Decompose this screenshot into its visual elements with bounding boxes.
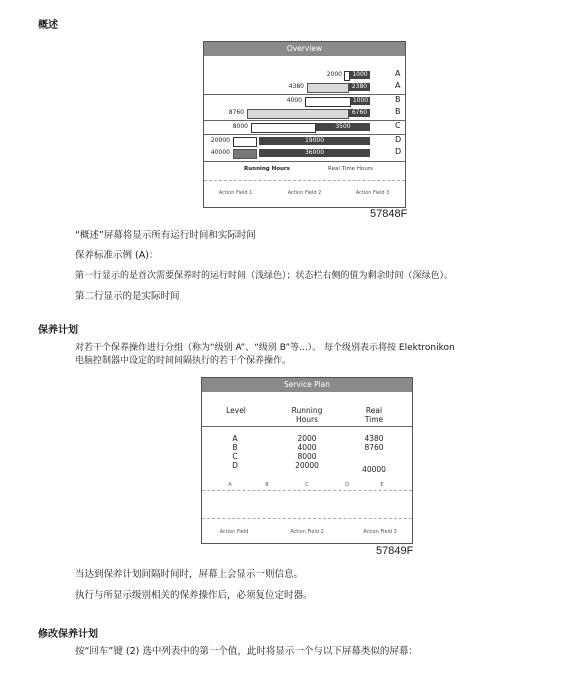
- column-header-running-line1: Running: [291, 406, 323, 415]
- running-hours-cell: 20000: [295, 461, 319, 470]
- section-heading-service-plan: 保养计划: [38, 325, 78, 336]
- overview-running-value: 4000: [286, 97, 302, 104]
- remaining-bar: 36000: [259, 149, 370, 157]
- overview-realtime-value: 8760: [228, 109, 244, 116]
- overview-row: [204, 96, 405, 107]
- dashed-divider: [202, 518, 412, 520]
- overview-running-value: 8000: [232, 123, 248, 130]
- paragraph: 第一行显示的是首次需要保养时的运行时间（浅绿色）；状态栏右侧的值为剩余时间（深绿色）。: [75, 271, 454, 281]
- overview-realtime-value: 40000: [210, 149, 230, 156]
- overview-row: [204, 70, 405, 81]
- running-hours-bar: [305, 97, 351, 107]
- overview-screen-title: Overview: [204, 42, 405, 56]
- section-heading-modify-plan: 修改保养计划: [38, 629, 98, 640]
- running-hours-cell: 4000: [297, 443, 317, 452]
- paragraph: 电脑控制器中设定的时间间隔执行的若干个保养操作。: [75, 356, 292, 366]
- remaining-bar: 1000: [350, 71, 370, 79]
- column-header-level: Level: [226, 406, 246, 415]
- paragraph: 当达到保养计划间隔时间时，屏幕上会显示一则信息。: [75, 569, 304, 580]
- paragraph: 按“回车”键 (2) 选中列表中的第一个值，此时将显示一个与以下屏幕类似的屏幕：: [75, 646, 418, 657]
- action-field-2: Action Field 2: [287, 190, 322, 196]
- remaining-bar: 6760: [349, 109, 370, 117]
- paragraph: “概述”屏幕将显示所有运行时间和实际时间: [75, 230, 256, 241]
- remaining-bar: 19000: [259, 137, 370, 145]
- remaining-bar: 2380: [349, 83, 370, 91]
- overview-row: [204, 108, 405, 119]
- column-header-running: [282, 406, 332, 424]
- row-separator: [204, 161, 405, 162]
- level-cell: C: [232, 452, 238, 461]
- column-header-real-line2: Time: [364, 415, 384, 424]
- overview-row: [204, 148, 405, 159]
- level-cell: D: [232, 461, 238, 470]
- column-header-real: [354, 406, 394, 424]
- row-separator: [204, 120, 405, 121]
- action-field-3: Action Field 3: [355, 190, 390, 196]
- figure-id: 57849F: [376, 545, 414, 557]
- level-letter: D: [395, 135, 402, 144]
- row-separator: [204, 94, 405, 95]
- legend-real-time-hours: Real Time Hours: [328, 166, 373, 172]
- overview-row: [204, 136, 405, 147]
- tick-label: E: [380, 482, 384, 488]
- overview-screen-figure: [203, 41, 406, 208]
- real-time-cell: 40000: [362, 465, 386, 474]
- real-time-cell: 8760: [364, 443, 384, 452]
- level-cell: A: [232, 434, 238, 443]
- overview-row: [204, 122, 405, 133]
- level-letter: D: [395, 147, 402, 156]
- action-field-1: Action Field 1: [218, 190, 253, 196]
- service-plan-screen-figure: [201, 377, 413, 544]
- tick-label: D: [345, 482, 349, 488]
- column-header-real-line1: Real: [365, 406, 383, 415]
- running-hours-cell: 8000: [297, 452, 317, 461]
- paragraph: 第二行显示的是实际时间: [75, 291, 180, 302]
- row-separator: [204, 134, 405, 135]
- level-cell: B: [232, 443, 238, 452]
- level-letter: B: [395, 107, 401, 116]
- running-hours-bar: [233, 137, 257, 147]
- running-hours-bar: [251, 123, 316, 133]
- running-hours-cell: 2000: [297, 434, 317, 443]
- section-heading-overview: 概述: [38, 20, 58, 31]
- overview-row: [204, 82, 405, 93]
- level-letter: A: [395, 81, 401, 90]
- overview-running-value: 20000: [210, 137, 230, 144]
- tick-label: A: [228, 482, 232, 488]
- header-separator: [202, 426, 412, 427]
- figure-id: 57848F: [370, 208, 408, 220]
- tick-label: B: [265, 482, 269, 488]
- real-time-bar: [247, 109, 349, 119]
- legend-running-hours: Running Hours: [244, 166, 290, 172]
- level-letter: B: [395, 95, 401, 104]
- paragraph: 保养标准示例 (A)：: [75, 250, 159, 261]
- action-field-2: Action Field 2: [290, 529, 324, 535]
- paragraph: 对若干个保养操作进行分组（称为“级别 A”、“级别 B”等...）。 每个级别表示将按 Elektronikon: [75, 343, 455, 353]
- action-field-3: Action Field 3: [363, 529, 397, 535]
- level-letter: C: [395, 121, 401, 130]
- real-time-bar: [233, 149, 257, 159]
- real-time-cell: 4380: [364, 434, 384, 443]
- service-plan-screen-title: Service Plan: [202, 378, 412, 392]
- real-time-bar: [307, 83, 349, 93]
- action-field-1: Action Field: [219, 529, 249, 535]
- dashed-divider: [202, 490, 412, 492]
- dashed-divider: [204, 180, 405, 182]
- remaining-bar: 3500: [316, 123, 370, 131]
- overview-realtime-value: 4380: [288, 83, 304, 90]
- column-header-running-line2: Hours: [296, 415, 318, 424]
- level-letter: A: [395, 69, 401, 78]
- paragraph: 执行与所显示级别相关的保养操作后，必须复位定时器。: [75, 590, 313, 601]
- tick-label: C: [305, 482, 309, 488]
- overview-running-value: 2000: [326, 71, 342, 78]
- remaining-bar: 1000: [352, 97, 369, 104]
